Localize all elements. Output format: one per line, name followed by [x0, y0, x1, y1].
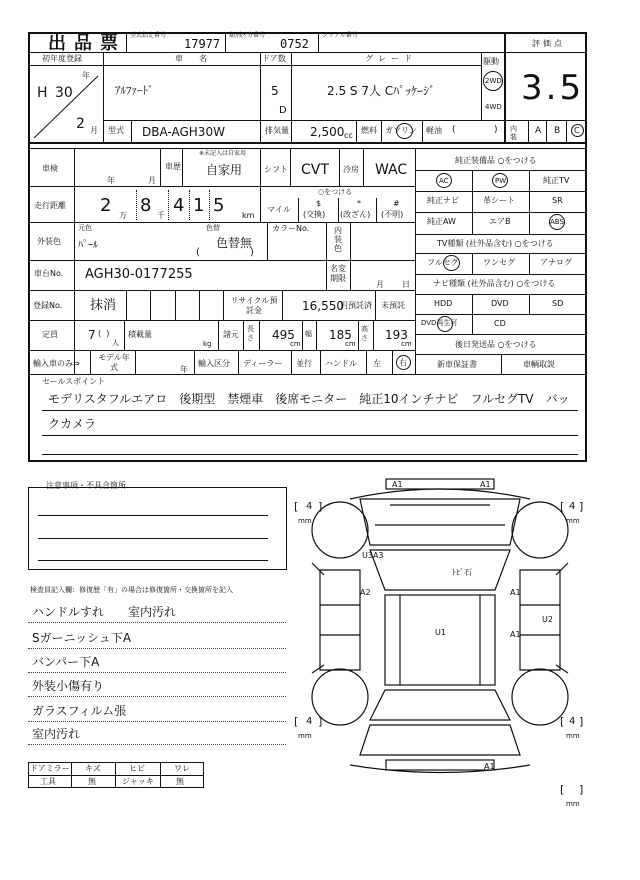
diag-front-top: A1 — [392, 480, 403, 489]
import-type-label: 輸入区分 — [198, 359, 230, 368]
tread-fr-value: 4 — [569, 501, 576, 512]
note-item-2: Sガーニッシュ下A — [32, 631, 132, 645]
fuel-light-oil: 軽油 — [426, 126, 442, 135]
diag-rear-bottom: A1 — [484, 762, 495, 771]
color-label: 外装色 — [37, 237, 61, 246]
specs-label: 諸元 — [223, 330, 239, 339]
recycle-value: 16,550 — [302, 299, 344, 313]
tamper-sym: * — [357, 199, 361, 208]
sales-point-line-1: モデリスタフルエアロ 後期型 禁煙車 後席モニター 純正10インチナビ フルセグTV バッ — [48, 392, 570, 406]
tread-rr-bracket-open: [ — [560, 715, 565, 728]
height-value: 193 — [385, 328, 408, 342]
tread-rl-bracket-close: ] — [318, 715, 323, 728]
tread-rr-value: 4 — [569, 716, 576, 727]
first-reg-year: 30 — [55, 85, 73, 101]
shift-label: シフト — [264, 165, 288, 174]
capacity-value: 7 — [88, 328, 96, 342]
note-item-4: 外装小傷有り — [32, 679, 105, 693]
note-item-1: ハンドルすれ 室内汚れ — [32, 605, 177, 619]
sales-point-label: セールスポイント — [42, 377, 106, 386]
dealer-option: ディーラー — [243, 359, 283, 368]
mileage-digit-4: 1 — [193, 195, 205, 216]
chassis-number: AGH30-0177255 — [85, 267, 193, 282]
capacity-label: 定員 — [42, 330, 58, 339]
original-color: ﾊﾟｰﾙ — [78, 240, 98, 251]
registration-label: 登録No. — [33, 301, 63, 310]
first-reg-month: 2 — [76, 116, 85, 132]
diag-front-glass: ﾄﾋﾞ石 — [452, 568, 472, 577]
score-value: 3.5 — [521, 68, 585, 108]
equipment-title: 純正装備品 ○をつける — [455, 156, 537, 165]
tamper-label: (改ざん) — [340, 210, 371, 219]
tread-fr-bracket-open: [ — [560, 500, 565, 513]
diag-front-top-2: A1 — [480, 480, 491, 489]
first-registration-label: 初年度登録 — [42, 54, 82, 63]
interior-c: C — [574, 126, 580, 135]
tread-rr-bracket-close: ] — [579, 715, 584, 728]
exchange-sym: $ — [316, 199, 322, 208]
recycle-unpaid: 未預託 — [381, 301, 405, 310]
mileage-km: km — [242, 211, 255, 220]
interior-grade-label: 内装 — [510, 125, 517, 141]
equip-aw: 純正AW — [427, 217, 456, 226]
height-label: 高さ — [361, 325, 368, 342]
navi-hdd: HDD — [434, 299, 453, 308]
tread-fl-unit: mm — [298, 517, 312, 525]
equip-sr: SR — [552, 196, 563, 205]
import-label: 輸入車のみ⇒ — [33, 359, 80, 368]
tread-rl-bracket-open: [ — [294, 715, 299, 728]
navi-type-title: ナビ種類 (社外品含む) ○をつける — [433, 279, 556, 288]
doors-value: 5 — [271, 84, 279, 98]
width-label: 幅 — [305, 330, 312, 338]
equip-navi: 純正ナビ — [427, 196, 459, 205]
tv-oneseg: ワンセグ — [483, 258, 515, 267]
car-damage-diagram — [290, 475, 590, 815]
history-value: 自家用 — [206, 163, 243, 177]
doors-label: ドア数 — [262, 54, 286, 63]
serial-label: シリアル番号 — [322, 32, 358, 39]
equip-leather: 革シート — [483, 196, 515, 205]
fuel-gasoline: ガソリン — [385, 126, 417, 135]
shift-value: CVT — [301, 162, 329, 178]
displacement-label: 排気量 — [265, 126, 289, 135]
tone-label: 色替 — [206, 224, 220, 232]
mini-row-3: ジャッキ — [122, 777, 154, 786]
diag-roof: U1 — [435, 628, 446, 637]
mini-row-2: 無 — [88, 777, 96, 786]
fuel-paren-open: ( — [452, 125, 456, 135]
load-label: 積載量 — [128, 330, 152, 339]
equip-tv: 純正TV — [543, 176, 570, 185]
drive-4wd: 4WD — [485, 103, 502, 111]
handle-right: 右 — [399, 358, 407, 367]
tread-fr-unit: mm — [566, 517, 580, 525]
note-item-3: バンパー下A — [32, 655, 100, 669]
tone-paren-close: ) — [250, 247, 254, 258]
mini-header-4: ワレ — [174, 764, 190, 773]
month-unit: 月 — [90, 126, 98, 135]
equip-ac: AC — [439, 177, 449, 185]
sales-point-line-2: クカメラ — [48, 417, 97, 431]
handle-left: 左 — [373, 359, 381, 368]
tread-rl-value: 4 — [306, 716, 313, 727]
tone-value: 色替無 — [216, 236, 253, 250]
interior-color-label: 内装色 — [334, 226, 342, 253]
grade-label: グレード — [365, 54, 417, 63]
mileage-man: 万 — [119, 211, 127, 220]
original-color-label: 元色 — [78, 224, 92, 232]
diag-right-side: U2 — [542, 615, 553, 624]
history-note: ※未記入は自家用 — [199, 150, 247, 157]
ac-label: 冷房 — [343, 165, 359, 174]
navi-dvd: DVD — [491, 299, 509, 308]
tread-fl-value: 4 — [306, 501, 313, 512]
displacement-unit: cc — [344, 131, 353, 140]
equip-abs: ABS — [550, 218, 564, 226]
inspector-label: 検査員記入欄：修復歴「有」の場合は修復箇所・交換箇所を記入 — [30, 586, 233, 594]
registration-value: 抹消 — [90, 298, 117, 313]
interior-b: B — [554, 126, 561, 136]
fuel-label: 燃料 — [361, 126, 377, 135]
drive-label: 駆動 — [483, 57, 499, 66]
category-label: 類別区分番号 — [229, 32, 266, 39]
handle-label: ハンドル — [325, 359, 357, 368]
ac-value: WAC — [375, 162, 408, 178]
tread-fl-bracket-close: ] — [318, 500, 323, 513]
notes-label: 注意事項・不具合箇所 — [46, 481, 126, 490]
later-shipment-title: 後日発送品 ○をつける — [455, 340, 537, 349]
name-change-label: 名変期限 — [330, 264, 346, 283]
diag-left-door: A2 — [360, 588, 371, 597]
name-change-day: 日 — [402, 280, 410, 289]
later-manual: 車輌取説 — [523, 360, 555, 369]
recycle-suffix: 円預託済 — [340, 301, 372, 310]
parallel-option: 並行 — [296, 359, 312, 368]
inspection-year-unit: 年 — [107, 176, 115, 185]
model-year-label: モデル年式 — [98, 353, 130, 372]
chassis-label: 車台No. — [34, 269, 64, 278]
note-item-5: ガラスフィルム張 — [32, 704, 127, 718]
length-unit: cm — [290, 340, 301, 348]
name-change-month: 月 — [376, 280, 384, 289]
mileage-label: 走行距離 — [34, 201, 66, 210]
mileage-digit-5: 5 — [213, 195, 225, 216]
model-label: 型式 — [108, 126, 124, 135]
tv-fullseg: フルセグ — [427, 258, 459, 267]
history-label: 車歴 — [165, 162, 181, 171]
color-no-label: カラーNo. — [272, 224, 310, 233]
tv-type-title: TV種類 (社外品含む) ○をつける — [437, 239, 554, 248]
recycle-label: リサイクル預託金 — [230, 296, 278, 315]
mini-header-2: キズ — [85, 764, 101, 773]
length-value: 495 — [272, 328, 295, 342]
exchange-label: (交換) — [303, 210, 326, 219]
door-type: D — [279, 105, 287, 116]
drive-2wd: 2WD — [485, 77, 502, 85]
notes-box — [28, 487, 287, 570]
type-approval-number: 17977 — [184, 37, 221, 51]
tread-rr-unit: mm — [566, 732, 580, 740]
era: H — [37, 85, 48, 101]
tread-rl-unit: mm — [298, 732, 312, 740]
equip-pw: PW — [495, 177, 507, 185]
unknown-label: (不明) — [381, 210, 404, 219]
navi-cd: CD — [494, 319, 506, 328]
model-value: DBA-AGH30W — [142, 125, 225, 139]
capacity-unit: 人 — [112, 339, 119, 347]
tv-analog: アナログ — [540, 258, 572, 267]
tread-spare-bracket-close: ] — [579, 783, 584, 796]
length-label: 長さ — [247, 325, 254, 342]
displacement-value: 2,500 — [310, 125, 345, 139]
tread-fr-bracket-close: ] — [579, 500, 584, 513]
score-label: 評価点 — [532, 39, 565, 48]
navi-sd: SD — [552, 299, 564, 308]
mini-header-1: ドアミラー — [30, 764, 70, 773]
mile-label: マイル — [267, 205, 291, 214]
tread-spare-unit: mm — [566, 800, 580, 808]
tread-spare-bracket-open: [ — [560, 783, 565, 796]
navi-dvd-play: DVD再生可 — [421, 319, 458, 327]
model-year-unit: 年 — [180, 365, 188, 374]
diag-right-rear: A1 — [510, 630, 521, 639]
type-approval-label: 型式指定番号 — [130, 32, 167, 39]
car-name: ｱﾙﾌｧｰﾄﾞ — [115, 84, 154, 97]
grade-value: 2.5 S 7人 Cﾊﾟｯｹｰｼﾞ — [327, 84, 436, 98]
interior-a: A — [535, 126, 542, 136]
form-title: 出品票 — [48, 33, 126, 54]
capacity-paren: ( ) — [98, 329, 110, 338]
diag-front-left: U3A3 — [362, 551, 384, 560]
mileage-sen: 千 — [157, 211, 165, 220]
mileage-digit-2: 8 — [140, 195, 152, 216]
equip-airbag: エアB — [489, 217, 511, 226]
diag-right-front: A1 — [510, 588, 521, 597]
year-unit: 年 — [82, 71, 90, 80]
unknown-sym: # — [393, 199, 400, 208]
tread-fl-bracket-open: [ — [294, 500, 299, 513]
inspection-label: 車検 — [42, 164, 58, 173]
width-unit: cm — [345, 340, 356, 348]
mini-row-4: 無 — [176, 777, 184, 786]
mileage-digit-1: 2 — [100, 195, 112, 216]
inspection-month-unit: 月 — [148, 176, 156, 185]
mini-row-1: 工具 — [40, 777, 56, 786]
height-unit: cm — [401, 340, 412, 348]
tone-paren-open: ( — [196, 247, 200, 258]
mileage-unit-note: ○をつける — [318, 188, 353, 196]
mini-header-3: ヒビ — [129, 764, 145, 773]
category-number: 0752 — [280, 37, 309, 51]
car-name-label: 車 名 — [175, 54, 211, 63]
later-warranty: 新車保証書 — [437, 360, 477, 369]
note-item-6: 室内汚れ — [32, 727, 81, 741]
load-unit: kg — [203, 340, 212, 348]
mileage-digit-3: 4 — [173, 195, 185, 216]
width-value: 185 — [329, 328, 352, 342]
fuel-paren-close: ) — [494, 125, 498, 135]
